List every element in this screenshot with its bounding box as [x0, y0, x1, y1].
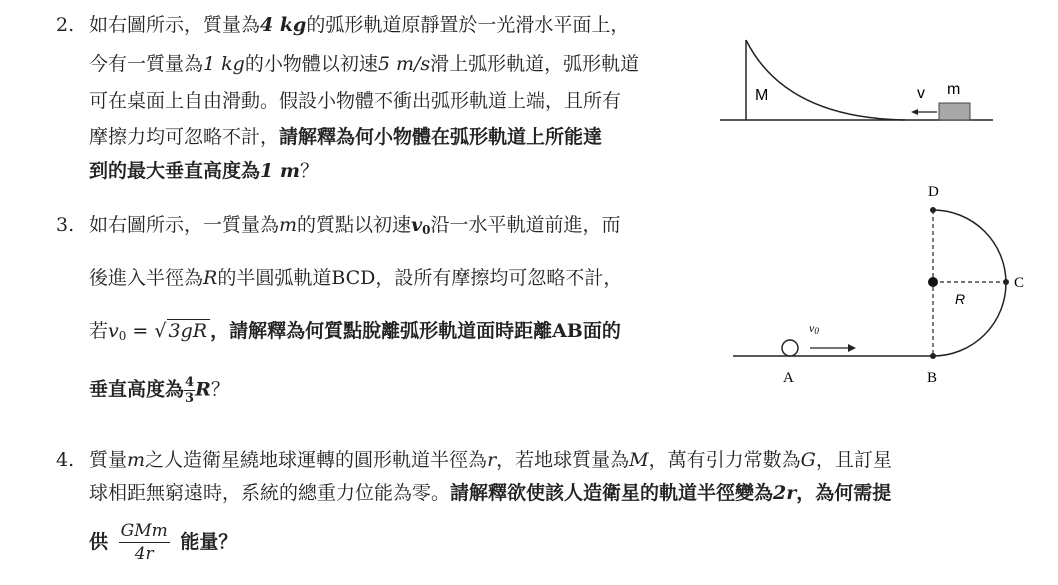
q3-fraction-denominator: 3 [185, 391, 195, 406]
q2-speed: 5 m/s [377, 53, 431, 75]
q3-sqrt-symbol: √ [154, 320, 167, 342]
q2-line-4 [89, 124, 602, 150]
q4-text: ，若地球質量為 [496, 449, 630, 471]
q4-line-3 [89, 518, 237, 566]
q3-velocity: v [108, 320, 119, 342]
q2-text: ？ [299, 160, 319, 182]
q3-fraction-numerator: 4 [185, 375, 195, 390]
q4-text: 之人造衛星繞地球運轉的圓形軌道半徑為 [145, 449, 488, 471]
q3-text: 的質點以初速 [297, 214, 412, 236]
q4-line-1 [89, 447, 892, 473]
q2-text: 如右圖所示，質量為 [89, 14, 261, 36]
q3-label-D: D [928, 184, 939, 200]
q4-new-radius: 2r [773, 482, 797, 504]
q3-line-1 [89, 212, 620, 243]
q3-point-D [930, 207, 936, 213]
q4-text: ，且訂星 [815, 449, 892, 471]
q3-text: 若 [89, 320, 109, 342]
q3-radius: R [195, 378, 211, 401]
q3-text: 的半圓弧軌道BCD，設所有摩擦均可忽略不計， [217, 267, 623, 289]
q3-line-3 [89, 318, 621, 349]
q4-question-bold: ，為何需提 [796, 482, 892, 504]
q3-text: ？ [210, 378, 230, 401]
q3-text: 如右圖所示，一質量為 [89, 214, 280, 236]
q3-sqrt-content: 3gR [167, 319, 211, 342]
q4-text: 質量 [89, 449, 128, 471]
q2-question-bold: 請解釋為何小物體在弧形軌道上所能達 [279, 126, 603, 148]
q3-equals: = [126, 320, 155, 342]
q4-text: 球相距無窮遠時，系統的總重力位能為零。 [89, 482, 451, 504]
q3-label-R: R [955, 291, 966, 307]
q2-line-1 [89, 12, 629, 38]
q3-velocity-sub: 0 [422, 223, 431, 237]
q2-arrow-head [911, 109, 918, 115]
q3-fraction [184, 376, 195, 405]
q4-question-bold: 供 [89, 531, 109, 553]
q4-text: ，萬有引力常數為 [648, 449, 801, 471]
q4-fraction-denominator: 4r [134, 544, 154, 564]
q3-line-2 [89, 265, 622, 291]
q2-line-5 [89, 158, 319, 184]
q2-mass-large: 4 kg [260, 14, 307, 36]
q3-center-point [928, 277, 938, 287]
q3-arrow-head [848, 344, 856, 352]
q2-block [939, 103, 970, 120]
q2-number: 2. [56, 14, 75, 36]
q2-label-v: v [917, 85, 925, 102]
q3-question-bold: 垂直高度為 [89, 378, 185, 401]
q3-radius: R [203, 267, 218, 289]
q4-question-bold: 能量？ [180, 531, 238, 553]
q2-text: 滑上弧形軌道，弧形軌道 [430, 53, 640, 75]
q2-text: 的弧形軌道原靜置於一光滑水平面上， [306, 14, 630, 36]
q2-text: 摩擦力均可忽略不計， [89, 126, 280, 148]
q2-figure [715, 30, 1000, 130]
q2-text: 的小物體以初速 [244, 53, 378, 75]
q4-earth-mass: M [629, 449, 649, 471]
q3-particle [782, 340, 798, 356]
q2-line-3: 可在桌面上自由滑動。假設小物體不衝出弧形軌道上端，且所有 [89, 90, 622, 112]
q2-label-m: m [947, 81, 961, 98]
q4-question-bold: 請解釋欲使該人造衛星的軌道半徑變為 [450, 482, 774, 504]
q3-label-B: B [927, 370, 938, 386]
q3-label-v0: v0 [809, 321, 819, 336]
q4-line-2 [89, 480, 891, 506]
q4-radius: r [487, 449, 497, 471]
q3-velocity: v [411, 214, 423, 236]
q3-semicircle-track [933, 210, 1006, 356]
q4-energy-fraction [119, 523, 170, 563]
q2-mass-small: 1 kg [203, 53, 245, 75]
q2-line-2 [89, 51, 639, 77]
q3-label-A: A [783, 370, 794, 386]
q3-point-C [1003, 279, 1009, 285]
q3-line-4 [89, 376, 230, 405]
q4-gravitational-constant: G [800, 449, 816, 471]
q2-label-M: M [755, 87, 769, 104]
q2-height: 1 m [260, 160, 300, 182]
q3-point-B [930, 353, 936, 359]
q2-curved-track [746, 40, 905, 120]
q3-velocity-sub: 0 [118, 329, 127, 343]
q3-question-bold: ，請解釋為何質點脫離弧形軌道面時距離AB面的 [210, 320, 621, 342]
q3-label-C: C [1014, 275, 1025, 291]
q4-number: 4. [56, 449, 75, 471]
q3-text: 後進入半徑為 [89, 267, 204, 289]
q3-figure [725, 180, 1035, 390]
q2-question-bold: 到的最大垂直高度為 [89, 160, 261, 182]
q3-mass: m [279, 214, 298, 236]
q3-text: 沿一水平軌道前進，而 [430, 214, 621, 236]
q4-mass: m [127, 449, 146, 471]
q3-number: 3. [56, 214, 75, 236]
q4-fraction-numerator: GMm [120, 521, 168, 541]
q2-text: 今有一質量為 [89, 53, 204, 75]
